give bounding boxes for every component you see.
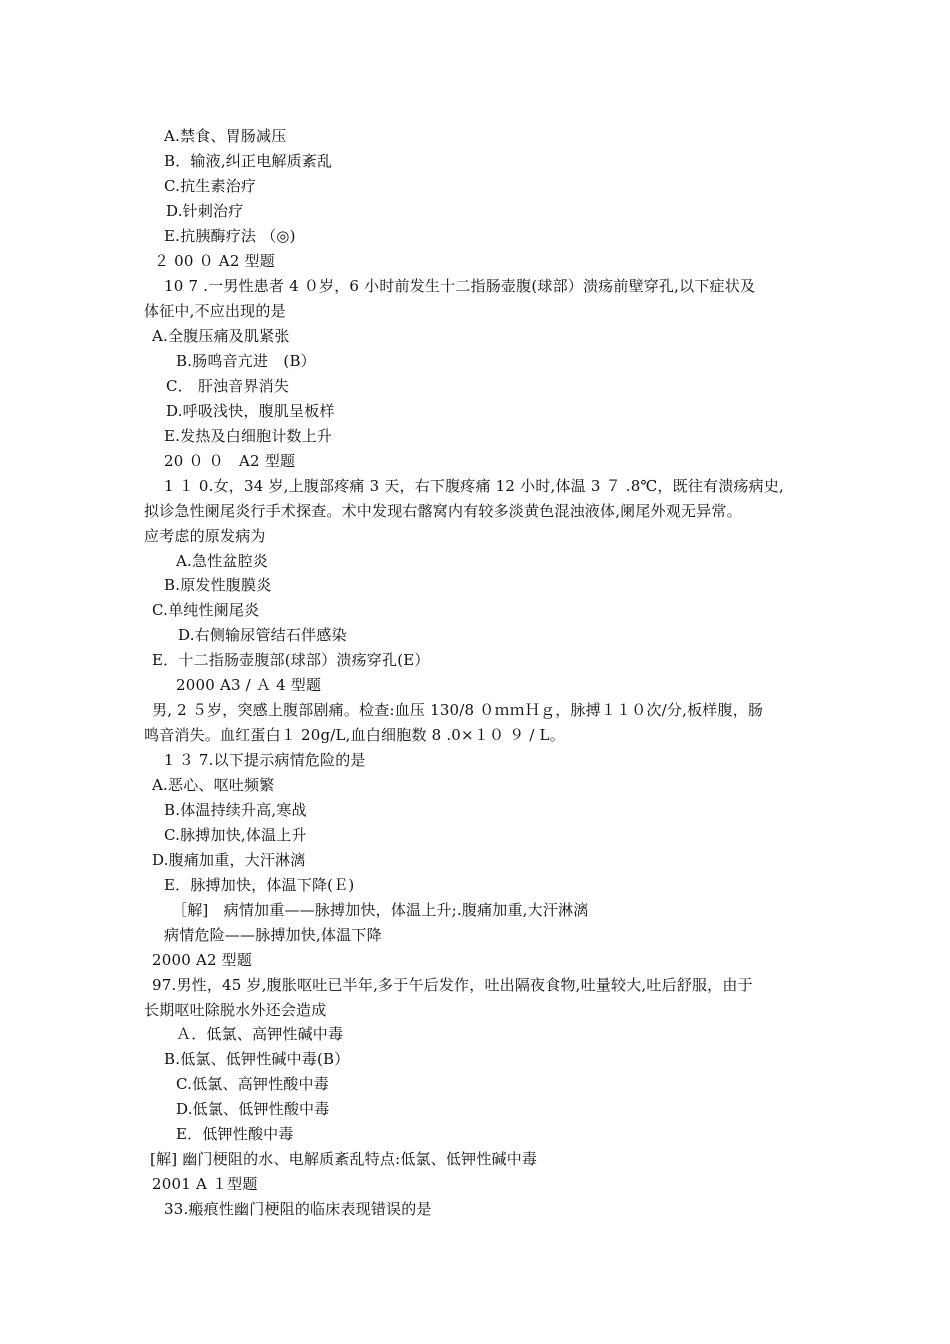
section-heading: 2001 A １型题: [152, 1175, 258, 1193]
option-line: E.抗胰酶疗法 （◎): [164, 227, 296, 245]
option-line: E．十二指肠壶腹部(球部）溃疡穿孔(E）: [152, 651, 430, 669]
option-line: A.恶心、呕吐频繁: [152, 776, 275, 794]
question-text: 男, 2 ５岁，突感上腹部剧痛。检查:血压 130/8 ０ｍｍＨｇ，脉搏１１０次/分,板样腹，肠: [152, 701, 764, 719]
question-text: 拟诊急性阑尾炎行手术探查。术中发现右髂窝内有较多淡黄色混浊液体,阑尾外观无异常。: [144, 502, 742, 520]
option-line: E.发热及白细胞计数上升: [164, 427, 333, 445]
question-text: 应考虑的原发病为: [144, 527, 266, 545]
option-line: B.体温持续升高,寒战: [164, 801, 307, 819]
section-heading: 2000 A2 型题: [152, 951, 253, 969]
option-line: E．脉搏加快，体温下降(Ｅ): [164, 876, 355, 894]
question-text: 33.瘢痕性幽门梗阻的临床表现错误的是: [164, 1200, 432, 1218]
option-line: Ａ．低氯、高钾性碱中毒: [176, 1025, 344, 1043]
explanation-text: [解] 幽门梗阻的水、电解质紊乱特点:低氯、低钾性碱中毒: [150, 1150, 538, 1168]
option-line: D.呼吸浅快，腹肌呈板样: [166, 402, 335, 420]
option-line: C． 肝浊音界消失: [166, 377, 290, 395]
question-text: 体征中,不应出现的是: [144, 302, 286, 320]
option-line: B.肠鸣音亢进 (B）: [176, 352, 316, 370]
option-line: A.全腹压痛及肌紧张: [152, 327, 290, 345]
option-line: C.单纯性阑尾炎: [152, 601, 260, 619]
option-line: B.低氯、低钾性碱中毒(B）: [164, 1050, 350, 1068]
question-text: 1 １ 0.女，34 岁,上腹部疼痛 3 天，右下腹疼痛 12 小时,体温 3 ７ .8℃，既往有溃疡病史,: [164, 477, 784, 495]
option-line: C.抗生素治疗: [164, 177, 257, 195]
option-line: A.禁食、胃肠减压: [164, 127, 287, 145]
option-line: C.脉搏加快,体温上升: [164, 826, 307, 844]
option-line: E．低钾性酸中毒: [176, 1125, 294, 1143]
option-line: D.腹痛加重，大汗淋漓: [152, 851, 306, 869]
question-text: 97.男性，45 岁,腹胀呕吐已半年,多于午后发作，吐出隔夜食物,吐量较大,吐后舒服，由于: [152, 976, 753, 994]
explanation-text: 病情危险——脉搏加快,体温下降: [164, 926, 382, 944]
option-line: D.右侧输尿管结石伴感染: [178, 626, 347, 644]
question-text: 10 7 .一男性患者 4 ０岁，6 小时前发生十二指肠壶腹(球部）溃疡前壁穿孔,以下症状及: [164, 277, 756, 295]
option-line: A.急性盆腔炎: [176, 552, 269, 570]
section-heading: 20 ０ ０ A2 型题: [164, 452, 296, 470]
option-line: B．输液,纠正电解质紊乱: [164, 152, 333, 170]
option-line: D.低氯、低钾性酸中毒: [176, 1100, 330, 1118]
explanation-text: ［解] 病情加重——脉搏加快，体温上升;.腹痛加重,大汗淋漓: [172, 901, 589, 919]
question-text: 长期呕吐除脱水外还会造成: [144, 1001, 327, 1019]
question-text: 1 ３ 7.以下提示病情危险的是: [164, 751, 366, 769]
section-heading: 2000 A3 / Ａ 4 型题: [176, 676, 322, 694]
option-line: C.低氯、高钾性酸中毒: [176, 1075, 329, 1093]
section-heading: ２ 00 ０ A2 型题: [154, 252, 275, 270]
question-text: 鸣音消失。血红蛋白１ 20g/L,血白细胞数 8 .0×１０ ９ / L。: [144, 726, 565, 744]
option-line: B.原发性腹膜炎: [164, 576, 272, 594]
option-line: D.针刺治疗: [166, 202, 244, 220]
